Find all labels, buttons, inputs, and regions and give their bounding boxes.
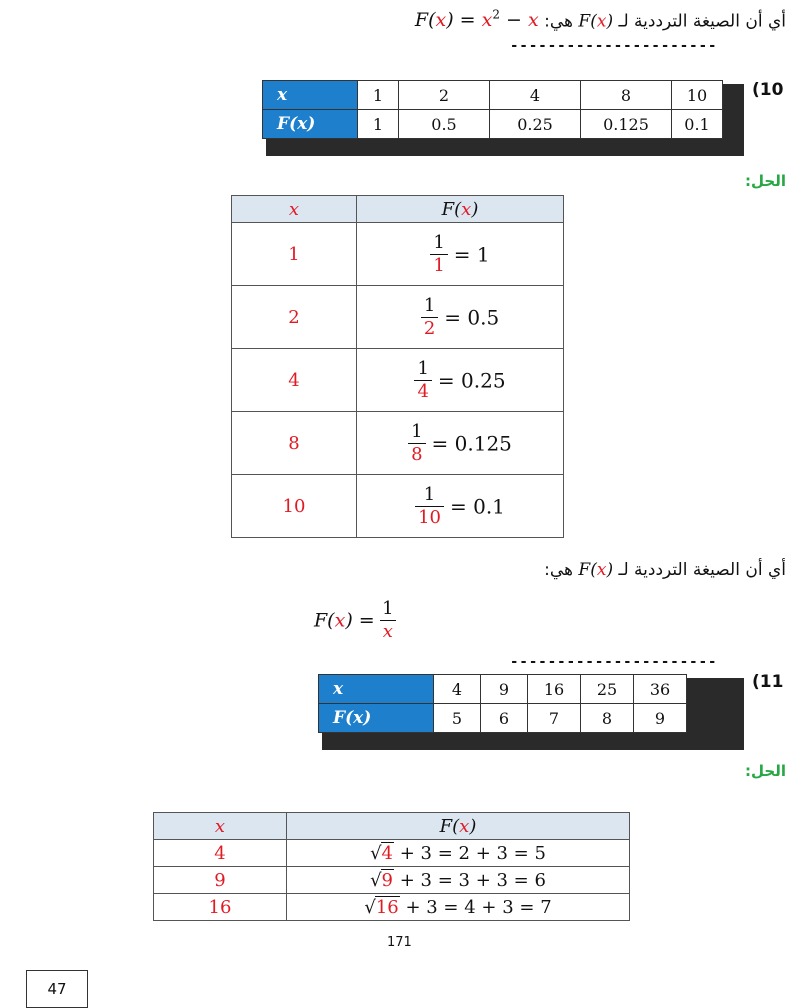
top-line-text: أي أن الصيغة الترددية لـ — [618, 11, 786, 32]
mid-formula-lhs: F(x) = — [314, 609, 375, 632]
solution-11-table — [153, 812, 630, 921]
problem-11-table — [318, 674, 687, 733]
solution-10-table — [231, 195, 564, 538]
sol11-x-cell: 4 — [154, 840, 287, 867]
top-line-text2: هي: — [544, 11, 573, 32]
table-row — [232, 349, 564, 412]
mid-formula — [314, 598, 402, 643]
table-row — [232, 223, 564, 286]
sol11-x-cell: 9 — [154, 867, 287, 894]
p11-x-cell: 9 — [481, 675, 528, 704]
table-row — [154, 840, 630, 867]
p10-fx-cell: 0.25 — [490, 110, 581, 139]
sol10-fx-header: F(x) — [357, 196, 564, 223]
sol11-fx-cell: √4 + 3 = 2 + 3 = 5 — [287, 840, 630, 867]
sol10-x-cell: 4 — [232, 349, 357, 412]
separator-1: ---------------------- — [510, 38, 718, 54]
p10-fx-cell: 0.5 — [399, 110, 490, 139]
mid-line-text2: هي: — [544, 560, 573, 580]
mid-line-text: أي أن الصيغة الترددية لـ — [618, 560, 786, 580]
problem-10-table — [262, 80, 723, 139]
top-line-fx: F(x) — [578, 11, 614, 32]
sol10-x-cell: 2 — [232, 286, 357, 349]
p10-x-cell: 1 — [358, 81, 399, 110]
solution-label-11: الحل: — [745, 762, 786, 780]
table-row — [232, 286, 564, 349]
p11-x-header: x — [319, 675, 434, 704]
p10-fx-cell: 1 — [358, 110, 399, 139]
table-row — [154, 894, 630, 921]
problem-11-number: (11 — [752, 672, 784, 692]
p11-fx-header: F(x) — [319, 704, 434, 733]
p11-x-cell: 25 — [581, 675, 634, 704]
problem-10-number: (10 — [752, 80, 784, 100]
p11-x-cell: 4 — [434, 675, 481, 704]
p11-fx-cell: 6 — [481, 704, 528, 733]
top-formula-line — [415, 8, 786, 31]
page-number-box: 47 — [26, 970, 88, 1008]
sol10-x-header: x — [232, 196, 357, 223]
sol11-x-header: x — [154, 813, 287, 840]
sol11-fx-cell: √9 + 3 = 3 + 3 = 6 — [287, 867, 630, 894]
sol10-x-cell: 8 — [232, 412, 357, 475]
p10-x-cell: 10 — [672, 81, 723, 110]
table-row — [232, 412, 564, 475]
sol11-fx-cell: √16 + 3 = 4 + 3 = 7 — [287, 894, 630, 921]
separator-2: ---------------------- — [510, 654, 718, 670]
p11-fx-cell: 7 — [528, 704, 581, 733]
sol11-fx-header: F(x) — [287, 813, 630, 840]
sol10-fx-cell: $\frac{1}{10}$ = 0.1 — [357, 475, 564, 538]
p10-fx-cell: 0.125 — [581, 110, 672, 139]
mid-formula-fraction: $\frac{1}{x}$ — [380, 598, 396, 643]
p10-x-header: x — [263, 81, 358, 110]
p11-fx-cell: 9 — [634, 704, 687, 733]
p10-x-cell: 2 — [399, 81, 490, 110]
p11-fx-cell: 5 — [434, 704, 481, 733]
sol10-x-cell: 1 — [232, 223, 357, 286]
table-row — [154, 867, 630, 894]
sol10-fx-cell: $\frac{1}{2}$ = 0.5 — [357, 286, 564, 349]
sol10-fx-cell: $\frac{1}{8}$ = 0.125 — [357, 412, 564, 475]
table-row — [232, 475, 564, 538]
page-number-center: 171 — [387, 935, 412, 950]
p11-x-cell: 16 — [528, 675, 581, 704]
p10-x-cell: 8 — [581, 81, 672, 110]
mid-formula-line — [544, 560, 786, 580]
p10-x-cell: 4 — [490, 81, 581, 110]
solution-label-10: الحل: — [745, 172, 786, 190]
sol10-fx-cell: $\frac{1}{1}$ = 1 — [357, 223, 564, 286]
top-line-formula: $F(x) = x^2 - x$ — [414, 8, 539, 32]
sol10-fx-cell: $\frac{1}{4}$ = 0.25 — [357, 349, 564, 412]
p11-fx-cell: 8 — [581, 704, 634, 733]
sol11-x-cell: 16 — [154, 894, 287, 921]
mid-line-fx: F(x) — [578, 560, 614, 580]
p11-x-cell: 36 — [634, 675, 687, 704]
p10-fx-header: F(x) — [263, 110, 358, 139]
p10-fx-cell: 0.1 — [672, 110, 723, 139]
sol10-x-cell: 10 — [232, 475, 357, 538]
